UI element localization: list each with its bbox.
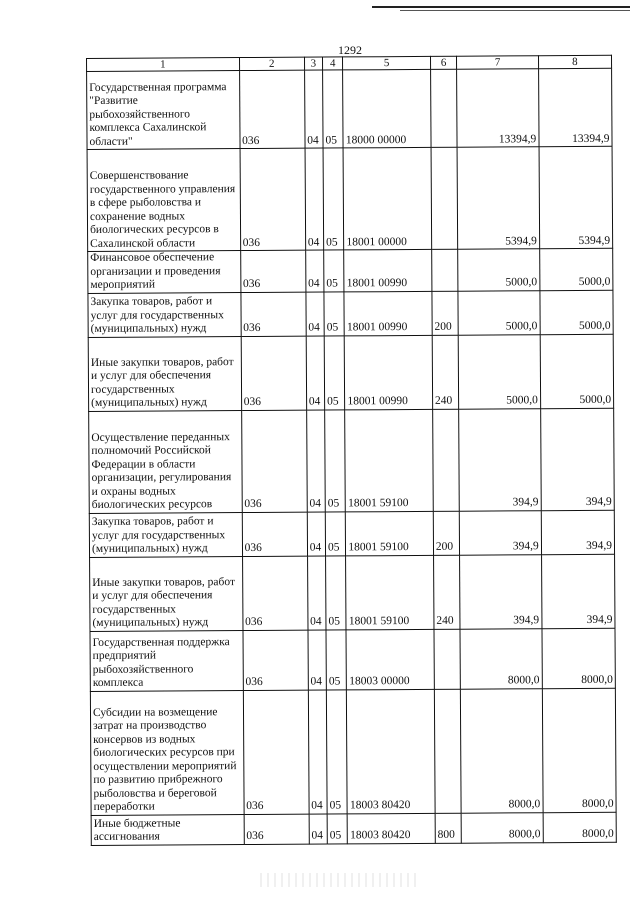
row-value-cell: 18001 00000 xyxy=(343,147,431,250)
row-value-cell: 05 xyxy=(326,689,347,813)
row-value-cell: 036 xyxy=(241,336,307,410)
column-header: 4 xyxy=(323,57,343,70)
table-row xyxy=(89,408,615,513)
row-value-cell: 8000,0 xyxy=(543,812,616,842)
column-header: 3 xyxy=(304,57,322,70)
row-name-cell: Иные закупки товаров, работ и услуг для обеспечения государственных (муниципальных) нужд xyxy=(90,556,243,631)
page-number: 1292 xyxy=(338,43,362,57)
row-name-cell: Финансовое обеспечение организации и проведения мероприятий xyxy=(88,251,241,293)
column-header: 2 xyxy=(239,57,304,70)
row-value-cell: 240 xyxy=(433,555,460,629)
row-value-cell: 05 xyxy=(325,511,346,555)
row-value-cell: 05 xyxy=(324,250,345,292)
table-row xyxy=(91,812,616,845)
table-row xyxy=(88,248,613,293)
row-value-cell: 394,9 xyxy=(540,408,614,510)
row-value-cell xyxy=(431,147,458,249)
row-value-cell: 04 xyxy=(308,630,327,690)
table-row xyxy=(90,554,615,631)
row-value-cell: 5394,9 xyxy=(457,147,539,249)
row-name-cell: Совершенствование государственного управления в сфере рыболовства и сохранение водных биологических ресурсов в Сахалинской области xyxy=(87,149,240,252)
row-value-cell: 05 xyxy=(324,291,345,335)
row-value-cell: 8000,0 xyxy=(461,688,543,812)
column-header: 7 xyxy=(457,56,538,69)
row-value-cell: 800 xyxy=(435,813,462,843)
column-header: 6 xyxy=(430,56,457,69)
top-rule xyxy=(372,6,630,8)
table-body xyxy=(87,68,617,845)
row-value-cell: 04 xyxy=(307,512,326,556)
row-value-cell: 5000,0 xyxy=(458,249,540,291)
row-value-cell: 18003 80420 xyxy=(347,813,435,844)
table-row xyxy=(90,628,615,691)
row-value-cell: 036 xyxy=(243,630,308,690)
row-value-cell: 13394,9 xyxy=(457,69,539,147)
column-header: 8 xyxy=(538,55,611,68)
row-value-cell: 13394,9 xyxy=(538,68,612,146)
row-name-cell: Субсидии на возмещение затрат на производство консервов из водных биологических ресурсов при осуществлении мероприятий по развитию прибрежного рыболовства и береговой переработки xyxy=(90,690,243,815)
row-value-cell: 18003 80420 xyxy=(347,689,435,814)
row-value-cell: 036 xyxy=(243,690,309,814)
row-value-cell: 394,9 xyxy=(460,554,542,628)
row-value-cell: 8000,0 xyxy=(460,628,542,688)
row-value-cell: 036 xyxy=(244,814,309,844)
row-value-cell: 18001 59100 xyxy=(345,409,433,512)
row-value-cell: 5394,9 xyxy=(539,146,613,248)
column-header: 1 xyxy=(87,58,240,72)
row-value-cell: 05 xyxy=(326,555,347,629)
row-name-cell: Осуществление переданных полномочий Российской Федерации в области организации, регулирования и охраны водных биологических ресурсов xyxy=(89,410,242,513)
table-row xyxy=(88,334,613,411)
row-name-cell: Иные бюджетные ассигнования xyxy=(91,814,244,845)
row-value-cell: 036 xyxy=(242,556,308,630)
row-value-cell: 04 xyxy=(306,292,325,336)
row-value-cell: 05 xyxy=(323,70,344,148)
row-value-cell: 200 xyxy=(432,291,459,335)
row-value-cell: 04 xyxy=(307,556,326,630)
row-value-cell: 036 xyxy=(240,148,306,250)
row-value-cell xyxy=(434,689,461,813)
row-name-cell: Государственная программа "Развитие рыбохозяйственного комплекса Сахалинской области" xyxy=(87,71,240,150)
row-value-cell: 036 xyxy=(241,410,307,512)
row-value-cell: 04 xyxy=(309,814,327,844)
row-value-cell: 5000,0 xyxy=(540,290,614,334)
table-row xyxy=(87,68,612,149)
row-value-cell: 05 xyxy=(323,148,344,250)
row-value-cell: 5000,0 xyxy=(539,248,613,290)
row-value-cell: 394,9 xyxy=(541,554,615,628)
row-value-cell: 04 xyxy=(306,336,325,410)
row-value-cell: 18003 00000 xyxy=(346,629,434,690)
row-value-cell: 8000,0 xyxy=(542,688,616,812)
row-name-cell: Государственная поддержка предприятий рыбохозяйственного комплекса xyxy=(90,630,243,691)
row-value-cell: 04 xyxy=(304,70,323,148)
row-value-cell: 18001 59100 xyxy=(346,555,434,630)
column-header: 5 xyxy=(343,56,431,70)
row-value-cell: 5000,0 xyxy=(540,334,614,408)
budget-table xyxy=(86,55,617,846)
row-name-cell: Иные закупки товаров, работ и услуг для обеспечения государственных (муниципальных) нужд xyxy=(88,336,241,411)
row-value-cell: 394,9 xyxy=(541,510,615,554)
row-name-cell: Закупка товаров, работ и услуг для государственных (муниципальных) нужд xyxy=(88,292,241,337)
row-value-cell: 18001 59100 xyxy=(346,511,434,556)
row-value-cell xyxy=(430,69,457,147)
row-value-cell: 240 xyxy=(432,335,459,409)
table-row xyxy=(89,510,614,557)
row-value-cell: 5000,0 xyxy=(458,290,540,334)
scan-noise xyxy=(260,873,420,887)
table-row xyxy=(87,146,613,251)
row-value-cell: 5000,0 xyxy=(459,334,541,408)
row-value-cell: 8000,0 xyxy=(542,628,616,688)
row-value-cell: 04 xyxy=(305,250,324,292)
row-value-cell: 036 xyxy=(242,512,307,556)
row-value-cell: 036 xyxy=(241,292,306,336)
row-value-cell: 18001 00990 xyxy=(345,335,433,410)
row-value-cell: 036 xyxy=(239,70,305,148)
row-value-cell: 18000 00000 xyxy=(343,69,431,148)
row-name-cell: Закупка товаров, работ и услуг для государственных (муниципальных) нужд xyxy=(89,512,242,557)
row-value-cell: 04 xyxy=(306,410,325,512)
row-value-cell: 394,9 xyxy=(460,510,542,554)
row-value-cell: 04 xyxy=(308,690,327,814)
row-value-cell xyxy=(433,409,460,511)
row-value-cell: 394,9 xyxy=(459,408,541,510)
row-value-cell: 8000,0 xyxy=(461,812,543,842)
row-value-cell: 18001 00990 xyxy=(344,291,432,336)
row-value-cell: 05 xyxy=(326,629,347,689)
row-value-cell: 05 xyxy=(324,335,345,409)
table-row xyxy=(88,290,613,337)
top-rule-secondary xyxy=(400,10,630,11)
row-value-cell: 04 xyxy=(305,148,324,250)
row-value-cell: 036 xyxy=(240,250,305,292)
row-value-cell: 200 xyxy=(433,511,460,555)
row-value-cell xyxy=(434,629,461,689)
table-row xyxy=(90,688,616,815)
row-value-cell: 05 xyxy=(327,813,348,843)
row-value-cell: 05 xyxy=(325,409,346,511)
row-value-cell: 18001 00990 xyxy=(344,249,432,291)
row-value-cell xyxy=(432,249,459,291)
